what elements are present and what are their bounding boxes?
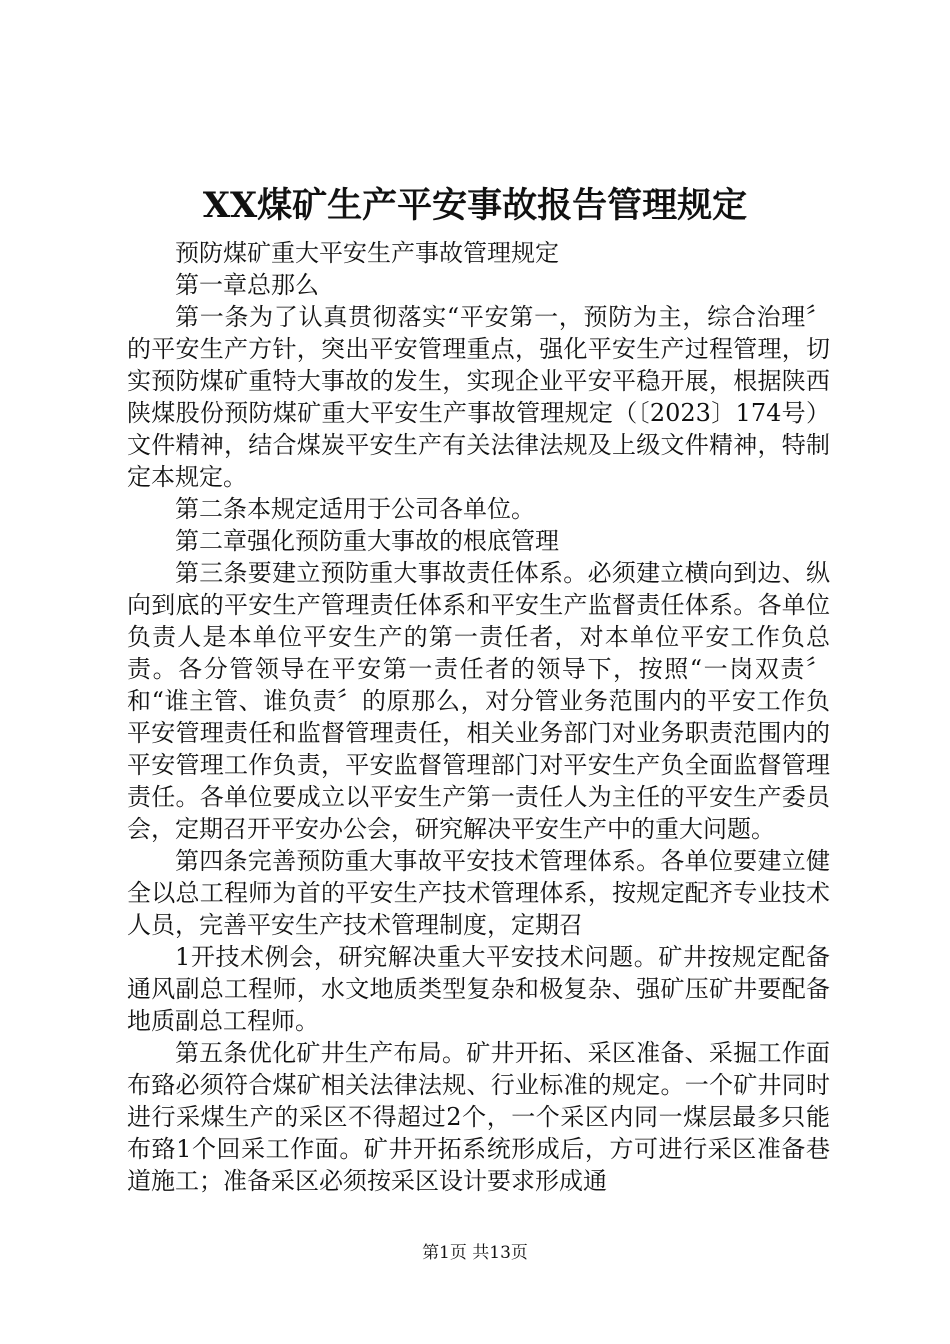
- article-paragraph: 第二条本规定适用于公司各单位。: [175, 495, 535, 523]
- article-paragraph: 1开技术例会，研究解决重大平安技术问题。矿井按规定配备通风副总工程师，水文地质类型复杂和极复杂、强矿压矿井要配备地质副总工程师。: [127, 943, 830, 1035]
- article-paragraph: 第一条为了认真贯彻落实“平安第一，预防为主，综合治理〞的平安生产方针，突出平安管理重点，强化平安生产过程管理，切实预防煤矿重特大事故的发生，实现企业平安平稳开展，根据陕西陕煤股份预防煤矿重大平安生产事故管理规定（〔2023〕174号）文件精神，结合煤炭平安生产有关法律法规及上级文件精神，特制定本规定。: [127, 303, 830, 491]
- article-paragraph: 第四条完善预防重大事故平安技术管理体系。各单位要建立健全以总工程师为首的平安生产技术管理体系，按规定配齐专业技术人员，完善平安生产技术管理制度，定期召: [127, 847, 830, 939]
- subtitle-paragraph: 预防煤矿重大平安生产事故管理规定: [175, 239, 559, 267]
- chapter-heading: 第一章总那么: [175, 271, 319, 299]
- chapter-heading: 第二章强化预防重大事故的根底管理: [175, 527, 559, 555]
- article-paragraph: 第三条要建立预防重大事故责任体系。必须建立横向到边、纵向到底的平安生产管理责任体系和平安生产监督责任体系。各单位负责人是本单位平安生产的第一责任者，对本单位平安工作负总责。各分管领导在平安第一责任者的领导下，按照“一岗双责〞和“谁主管、谁负责〞的原那么，对分管业务范围内的平安工作负平安管理责任和监督管理责任，相关业务部门对业务职责范围内的平安管理工作负责，平安监督管理部门对平安生产负全面监督管理责任。各单位要成立以平安生产第一责任人为主任的平安生产委员会，定期召开平安办公会，研究解决平安生产中的重大问题。: [127, 559, 830, 843]
- article-paragraph: 第五条优化矿井生产布局。矿井开拓、采区准备、采掘工作面布臵必须符合煤矿相关法律法规、行业标准的规定。一个矿井同时进行采煤生产的采区不得超过2个，一个采区内同一煤层最多只能布臵1个回采工作面。矿井开拓系统形成后，方可进行采区准备巷道施工；准备采区必须按采区设计要求形成通: [127, 1039, 830, 1195]
- document-body: [127, 237, 830, 1197]
- document-title: XX煤矿生产平安事故报告管理规定: [202, 185, 748, 226]
- page-footer: 第1页 共13页: [422, 1243, 528, 1263]
